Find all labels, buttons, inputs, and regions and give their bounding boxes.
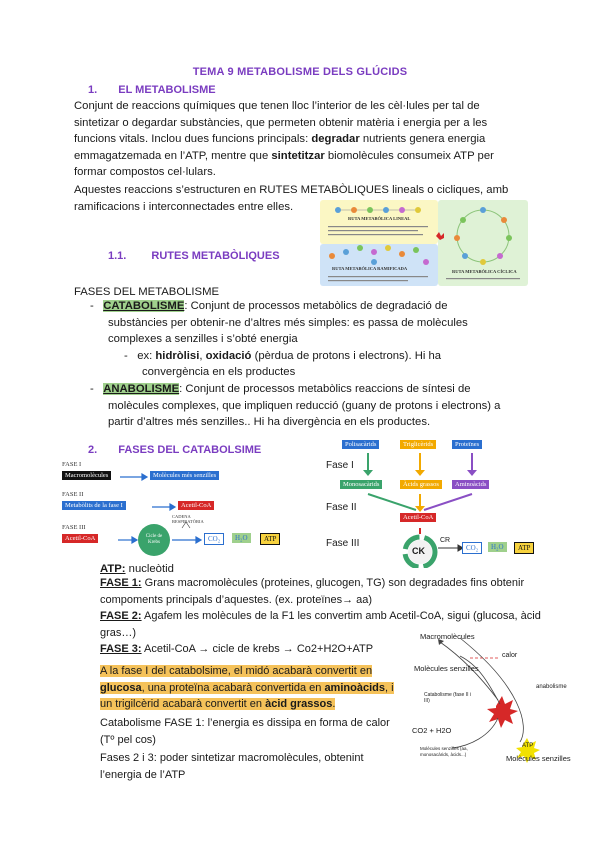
catabolisme-fase1-note [100, 715, 396, 748]
atp-line: ATP: nucleòtid [100, 563, 174, 575]
label-macromolecules: Macromolècules [420, 632, 475, 641]
box-simple-molecules: Molècules més senzilles [150, 471, 219, 480]
text-line: FASE 2: Agafem les molècules de la F1 les convertim amb Acetil-CoA, sigui (glucosa, àcid [100, 610, 541, 622]
label-co2-h2o: CO2 + H2O [412, 726, 452, 735]
text-line: formar compostos cel·lulars. [74, 166, 216, 178]
page-title: TEMA 9 METABOLISME DELS GLÚCIDS [192, 66, 408, 78]
text-line: Aquestes reaccions s’estructuren en RUTES METABÒLIQUES lineals o cicliques, amb [74, 184, 509, 196]
box-h2o: H₂O [488, 542, 507, 552]
text-line: - ANABOLISME: Conjunt de processos metabòlics reaccions de síntesi de [90, 383, 471, 395]
metabolic-routes-figure [318, 196, 528, 286]
highlight-block [100, 663, 396, 713]
bold-term: aminoàcids [324, 681, 385, 694]
fases23-note [100, 750, 396, 783]
catabolism-anabolism-diagram [400, 626, 580, 764]
bold-term: glucosa [100, 681, 142, 694]
text-line: Fases 2 i 3: poder sintetizar macromolècules, obtenint [100, 752, 364, 764]
box-proteines: Proteïnes [452, 440, 482, 449]
fase3-text: FASE 3: Acetil-CoA → cicle de krebs → Co2+H2O+ATP [100, 643, 374, 655]
route-label-cyclic: RUTA METABÓLICA CÍCLICA [452, 269, 517, 274]
bold-term: hidròlisi [155, 349, 200, 362]
fase-label: FASE I [62, 461, 82, 468]
label-atp: ATP [522, 743, 534, 749]
section-number: 2. [88, 444, 98, 456]
catabolism-phases-diagram [60, 458, 300, 558]
fase-label: FASE II [62, 491, 84, 498]
section-number: 1. [88, 84, 98, 96]
text-line: un trigilcèrid acabarà convertit en àcid grassos. [100, 698, 336, 710]
text-line: Catabolisme FASE 1: l’energia es dissipa en forma de calor [100, 717, 390, 729]
section-title: EL METABOLISME [118, 84, 216, 96]
fase3-term: FASE 3: [100, 643, 142, 655]
anabolisme-item [90, 381, 530, 431]
text-line: funcions vitals. Inclou dues funcions principals: degradar nutrients genera energia [74, 133, 486, 145]
bold-term: sintetitzar [271, 149, 325, 162]
box-co2: CO₂ [462, 542, 482, 554]
text-line: sintetizar o degardar substàncies, que permeten obtenir matèria i energia per a les [74, 116, 488, 129]
label-catabolisme: Catabolisme (fase II i III) [424, 692, 471, 704]
fase-label: Fase II [326, 502, 357, 513]
section-1-1-heading [108, 250, 280, 262]
box-co2: CO₂ [204, 533, 224, 545]
text-line: Conjunt de reaccions químiques que tenen lloc l’interior de les cèl·lules per tal de [74, 100, 480, 112]
text-line: - ex: hidròlisi, oxidació (pèrdua de protons i electrons). Hi ha [124, 349, 442, 362]
box-metabolites: Metabòlits de la fase I [62, 501, 126, 510]
box-atp: ATP [260, 533, 280, 545]
fase-label: Fase I [326, 460, 354, 471]
bold-term: degradar [311, 133, 360, 145]
fase1-text [100, 575, 530, 608]
text-line: convergència en els productes [142, 366, 296, 378]
section-number: 1.1. [108, 250, 127, 262]
text-line: - CATABOLISME: Conjunt de processos metabòlics de degradació de [90, 300, 448, 312]
respiratory-chain-label: CADENA RESPIRATÒRIA [172, 514, 204, 524]
box-macromolecules: Macromolècules [62, 471, 111, 480]
text-line: compoments principals d’aquestes. (ex. proteïnes→ aa) [100, 593, 373, 606]
catabolisme-term: CATABOLISME [103, 300, 185, 312]
fase-label: FASE III [62, 524, 86, 531]
cr-label: CR [440, 537, 451, 544]
box-acetyl-coa-2: Acetil-CoA [62, 534, 98, 543]
text-line: partir d’altres més senzilles.. Hi ha divergència en els productes. [108, 416, 431, 428]
atp-term: ATP: [100, 563, 126, 575]
text-line: glucosa, una proteïna acabarà convertida en aminoàcids, i [100, 681, 394, 694]
section-2-heading [88, 444, 261, 456]
route-label-linear: RUTA METABÓLICA LINEAL [348, 216, 411, 221]
catabolism-pathway-diagram [318, 436, 548, 568]
text-line: A la fase I del catabolsime, el midó acabarà convertit en [100, 665, 373, 677]
label-simple-molecules-bottom: Molècules senzilles [506, 754, 571, 763]
text-line: l’energia de l’ATP [100, 768, 186, 781]
fase2-term: FASE 2: [100, 610, 142, 622]
text-line: (Tº pel cos) [100, 733, 156, 746]
text-line: molècules complexes, que impliquen reducció (guany de protons i electrons) a [108, 399, 501, 412]
box-triglicerids: Triglicèrids [400, 440, 436, 449]
fase-label: Fase III [326, 538, 360, 549]
box-h2o: H₂O [232, 533, 251, 543]
box-aminoacids: Aminoàcids [452, 480, 489, 489]
label-anabolisme: anabolisme [536, 684, 567, 690]
section-title: RUTES METABÒLIQUES [151, 250, 280, 262]
section-1-heading [88, 84, 216, 96]
anabolisme-term: ANABOLISME [103, 383, 180, 395]
krebs-label: CK [412, 546, 425, 556]
route-label-branched: RUTA METABÓLICA RAMIFICADA [332, 266, 408, 271]
label-simple-molecules: Molècules senzilles [414, 664, 479, 673]
text-line: FASE 1: Grans macromolècules (proteines, glucogen, TG) son degradades fins obtenir [100, 577, 525, 589]
text-line: gras…) [100, 626, 137, 639]
box-acids-grassos: Àcids grassos [400, 480, 442, 489]
box-monosacarids: Monosacàrids [340, 480, 382, 489]
text-line: emmagatzemada en l’ATP, mentre que sintetitzar biomolècules consumeix ATP per [74, 149, 494, 162]
box-atp: ATP [514, 542, 534, 554]
text-line: ramificacions i interconnectades entre elles. [74, 200, 294, 213]
bold-term: àcid grassos [265, 698, 333, 710]
fases-title: FASES DEL METABOLISME [74, 286, 220, 298]
box-acetyl-coa: Acetil-CoA [178, 501, 214, 510]
box-acetyl-coa: Acetil-CoA [400, 513, 436, 522]
label-calor: calor [502, 652, 518, 659]
text-line: substàncies per obtenir-ne d’altres més simples: es passa de molècules [108, 316, 468, 329]
catabolisme-item [90, 298, 530, 381]
krebs-cycle: Cicle de Krebs [145, 534, 163, 545]
label-footnote: Molècules senzilles (aa, monosacàrids, àcids...) [420, 746, 468, 757]
fase1-term: FASE 1: [100, 577, 142, 589]
text-line: complexes a senzilles i s’obté energia [108, 333, 298, 345]
box-polisacarids: Polisacàrids [342, 440, 379, 449]
paragraph-metabolisme [74, 98, 529, 181]
section-title: FASES DEL CATABOLSIME [118, 444, 262, 456]
bold-term: oxidació [205, 349, 252, 362]
